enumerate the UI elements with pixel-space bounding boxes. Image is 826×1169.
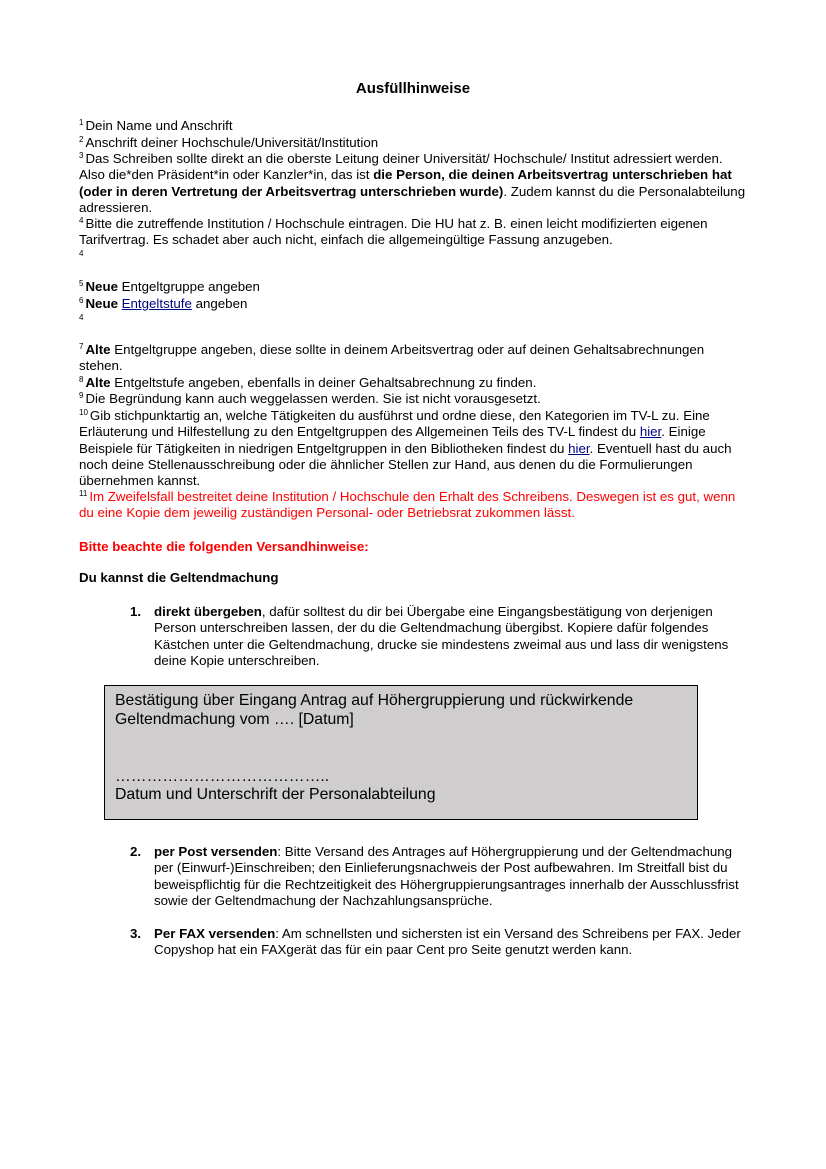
tvl-hier-link[interactable]: hier (639, 424, 662, 440)
footnote-4: $^4$ Bitte die zutreffende Institution / Hochschule eintragen. Die HU hat z. B. einen leicht modifizierten eigenen Tarifvertrag. Es schadet aber auch nicht, einfach die allgemeingültige Fassung anzugeben. (79, 216, 708, 248)
document-page: Ausfüllhinweise $^1$ Dein Name und Anschrift $^2$ Anschrift deiner Hochschule/Universität/Institution $^3$ Das Schreiben sollte direkt an die oberste Leitung deiner Universität/ Hochschule/ Institut adressiert werden. Also die*den Präsident*in oder Kanzler*in, das ist die Person, die deinen Arbeitsvertrag unterschrieben hat (oder in deren Vertretung der Arbeitsvertrag unterschrieben wurde). Zudem kannst du die Personalabteilung adressieren. $^4$ Bitte die zutreffende Institution / Hochschule eintragen. Die HU hat z. B. einen leicht modifizierten eigenen Tarifvertrag. Es schadet aber auch nicht, einfach die allgemeingültige Fassung anzugeben. 4 $^5$ Neue Entgeltgruppe angeben $^6$ Neue Entgeltstufe angeben 4 $^7$ Alte Entgeltgruppe angeben, diese sollte in deinem Arbeitsvertrag oder auf deinen Gehaltsabrechnungen stehen. $^8$ Alte Entgeltstufe angeben, ebenfalls in deiner Gehaltsabrechnung zu finden. $^9$ Die Begründung kann auch weggelassen werden. Sie ist nicht vorausgesetzt. $^{10}$ Gib stichpunktartig an, welche Tätigkeiten du ausführst und ordne diese, den Kategorien im TV-L zu. Eine Erläuterung und Hilfestellung zu den Entgeltgruppen des Allgemeinen Teils des TV-L findest du hier. Einige Beispiele für Tätigkeiten in niedrigen Entgeltgruppen in den Bibliotheken findest du hier. Eventuell hast du auch noch deine Stellenausschreibung oder die ähnlicher Stellen zur Hand, aus denen du die Formulierungen übernehmen kannst. $^{11}$ Im Zweifelsfall bestreitet deine Institution / Hochschule den Erhalt des Schreibens. Deswegen ist es gut, wenn du eine Kopie dem jeweilig zuständigen Personal- oder Betriebsrat zukommen lässt. Bitte beachte die folgenden Versandhinweise: Du kannst die Geltendmachung 1. direkt übergeben, dafür solltest du dir bei Übergabe eine Eingangsbestätigung von derjenigen Person unterschreiben lassen, der du die Geltendmachung übergibst. Kopiere dafür folgendes Kästchen unter die Geltendmachung, drucke sie mindestens zweimal aus und lass dir wenigstens deine Kopie unterschreiben. Bestätigung über Eingang Antrag auf Höhergruppierung und rückwirkende Geltendmachung vom …. [Datum] ………………………………….. Datum und Unterschrift der Personalabteilung 2. per Post versenden: Bitte Versand des Antrages auf Höhergruppierung und der Geltendmachung per (Einwurf-)Einschreiben; den Einlieferungsnachweis der Post aufbewahren. Im Streitfall bist du beweispflichtig für die Rechtzeitigkeit des Höhergruppierungsantrages innerhalb der Ausschlussfrist sowie der Geltendmachung der Nachzahlungsansprüche. 3. Per FAX versenden: Am schnellsten und sichersten ist ein Versand des Schreibens per FAX. Jeder Copyshop hat ein FAXgerät das für ein paar Cent pro Seite genutzt werden kann. (0, 0, 826, 1169)
signature-label: Datum und Unterschrift der Personalabteilung (115, 786, 436, 803)
footnote-6: $^6$ Neue Entgeltstufe angeben (79, 296, 248, 311)
receipt-confirmation-text: Bestätigung über Eingang Antrag auf Höhergruppierung und rückwirkende Geltendmachung vom …. [Datum] (115, 692, 634, 728)
footnote-2: $^2$ Anschrift deiner Hochschule/Universität/Institution (79, 135, 379, 150)
footnote-7: $^7$ Alte Entgeltgruppe angeben, diese sollte in deinem Arbeitsvertrag oder auf deinen Gehaltsabrechnungen stehen. (79, 342, 705, 374)
footnote-marker: 4 (79, 313, 84, 322)
footnote-10: $^{10}$ Gib stichpunktartig an, welche Tätigkeiten du ausführst und ordne diese, den Kategorien im TV-L zu. Eine Erläuterung und Hilfestellung zu den Entgeltgruppen des Allgemeinen Teils des TV-L findest du hier. Einige Beispiele für Tätigkeiten in niedrigen Entgeltgruppen in den Bibliotheken findest du hier. Eventuell hast du auch noch deine Stellenausschreibung oder die ähnlicher Stellen zur Hand, aus denen du die Formulierungen übernehmen kannst. (79, 408, 732, 489)
entgeltstufe-link[interactable]: Entgeltstufe (121, 296, 192, 311)
receipt-confirmation-box (104, 685, 698, 820)
shipping-heading: Bitte beachte die folgenden Versandhinweise: (79, 539, 369, 554)
bibliotheken-hier-link[interactable]: hier (568, 440, 590, 456)
footnote-5: $^5$ Neue Entgeltgruppe angeben (79, 279, 260, 294)
footnote-9: $^9$ Die Begründung kann auch weggelassen werden. Sie ist nicht vorausgesetzt. (79, 391, 541, 406)
footnote-3: $^3$ Das Schreiben sollte direkt an die oberste Leitung deiner Universität/ Hochschule/ Institut adressiert werden. Also die*den Präsident*in oder Kanzler*in, das ist die Person, die deinen Arbeitsvertrag unterschrieben hat (oder in deren Vertretung der Arbeitsvertrag unterschrieben wurde). Zudem kannst du die Personalabteilung adressieren. (79, 151, 746, 215)
sub-heading: Du kannst die Geltendmachung (79, 570, 279, 585)
signature-dotted-line: ………………………………….. (115, 768, 330, 785)
footnote-11: $^{11}$ Im Zweifelsfall bestreitet deine Institution / Hochschule den Erhalt des Schreibens. Deswegen ist es gut, wenn du eine Kopie dem jeweilig zuständigen Personal- oder Betriebsrat zukommen lässt. (79, 489, 736, 521)
footnote-8: $^8$ Alte Entgeltstufe angeben, ebenfalls in deiner Gehaltsabrechnung zu finden. (79, 375, 537, 390)
footnote-1: $^1$ Dein Name und Anschrift (79, 118, 233, 133)
page-title: Ausfüllhinweise (355, 80, 471, 97)
footnote-marker: 4 (79, 249, 84, 258)
